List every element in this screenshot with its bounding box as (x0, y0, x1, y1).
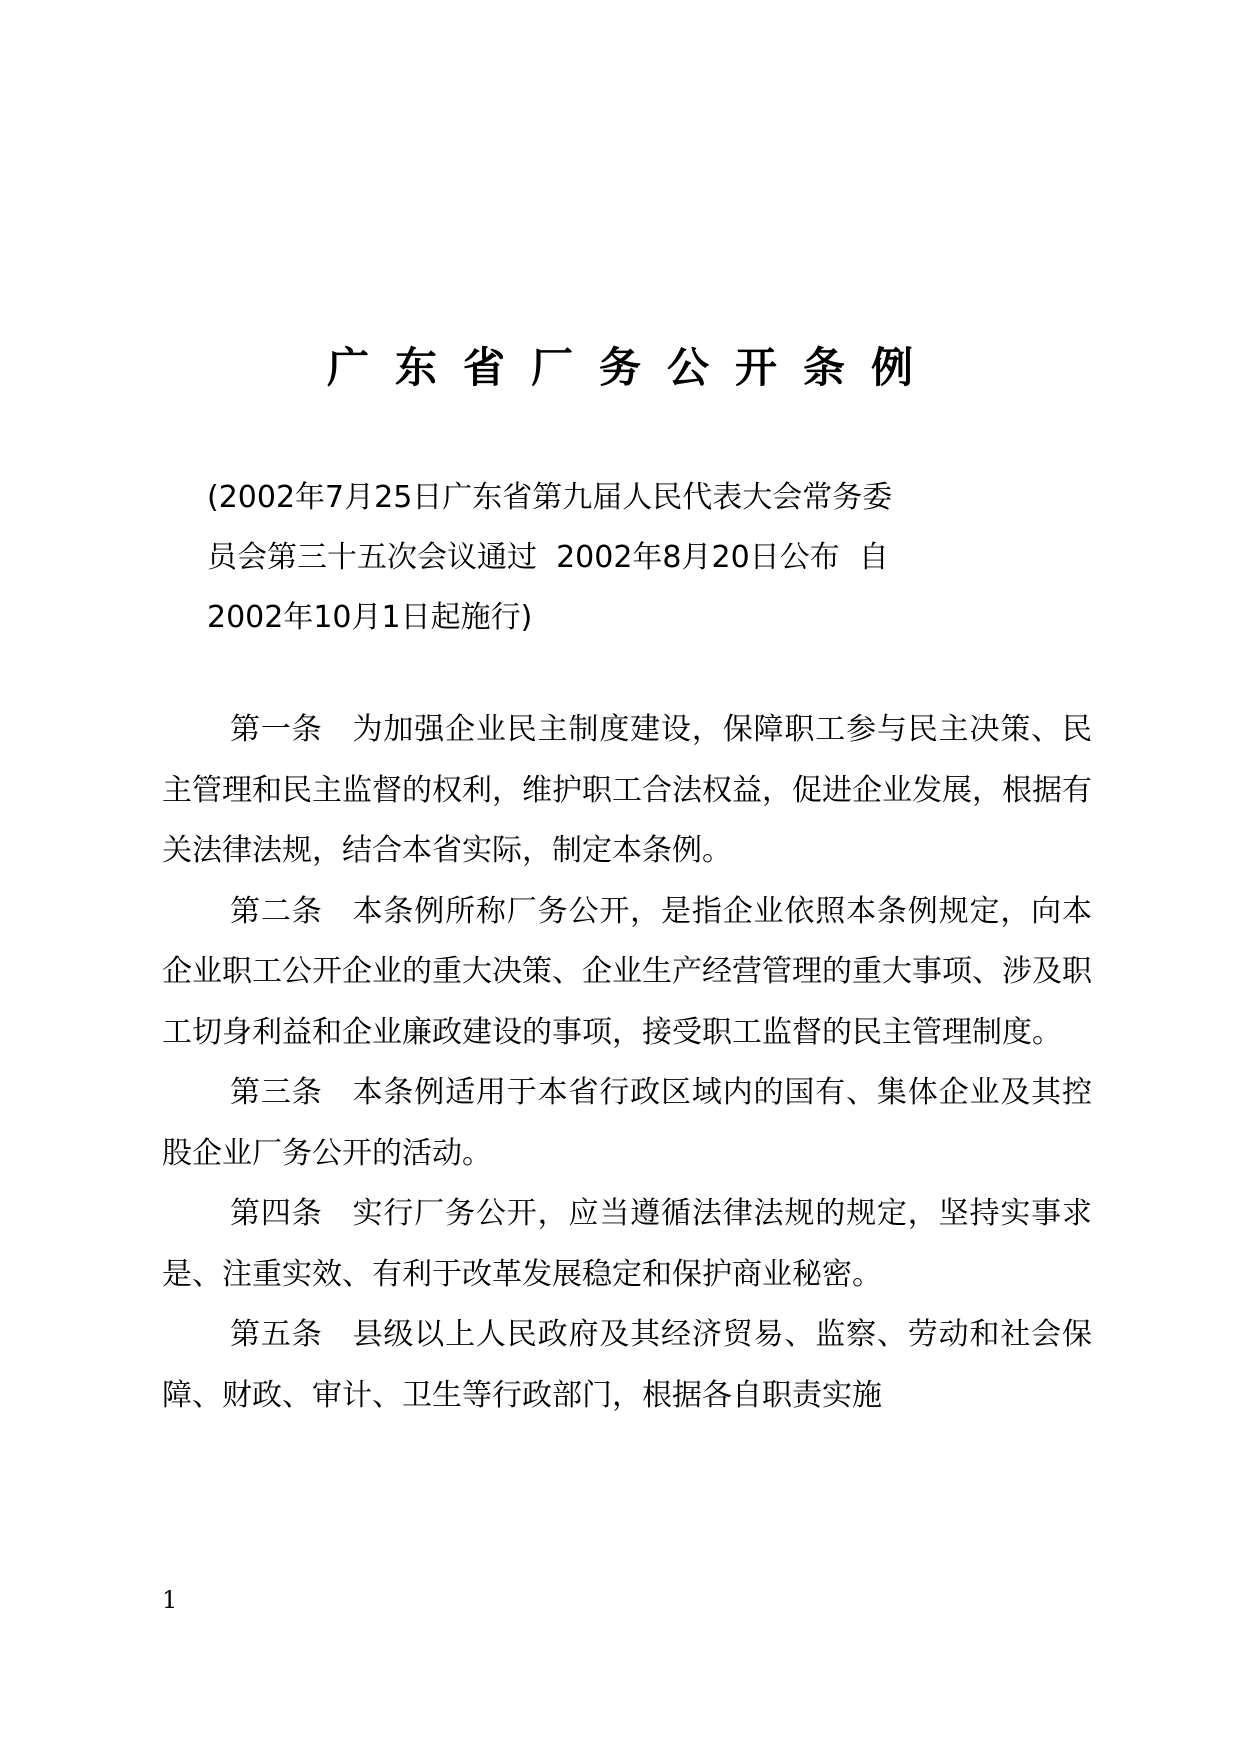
article-heading: 第一条 (230, 712, 323, 747)
enactment-note-line: 员会第三十五次会议通过 2002年8月20日公布 自 (207, 540, 889, 575)
article-text: 本条例适用于本省行政区域内的国有、集体企业及其控股企业厂务公开的活动。 (162, 1075, 1093, 1171)
enactment-note (207, 468, 1067, 648)
regulation-body (162, 700, 1092, 1426)
article-heading: 第三条 (230, 1075, 323, 1110)
article-text: 实行厂务公开，应当遵循法律法规的规定，坚持实事求是、注重实效、有利于改革发展稳定和保护商业秘密。 (162, 1196, 1093, 1292)
article-4 (162, 1184, 1092, 1305)
article-text: 为加强企业民主制度建设，保障职工参与民主决策、民主管理和民主监督的权利，维护职工合法权益，促进企业发展，根据有关法律法规，结合本省实际，制定本条例。 (162, 712, 1093, 868)
enactment-note-line: 2002年10月1日起施行) (207, 600, 533, 635)
article-heading: 第四条 (230, 1196, 323, 1231)
article-3 (162, 1063, 1092, 1184)
article-2 (162, 882, 1092, 1064)
page-number: 1 (162, 1586, 178, 1614)
article-5 (162, 1305, 1092, 1426)
enactment-note-line: (2002年7月25日广东省第九届人民代表大会常务委 (207, 480, 893, 515)
article-text: 本条例所称厂务公开，是指企业依照本条例规定，向本企业职工公开企业的重大决策、企业生产经营管理的重大事项、涉及职工切身利益和企业廉政建设的事项，接受职工监督的民主管理制度。 (162, 893, 1093, 1050)
article-1 (162, 700, 1092, 882)
article-text: 县级以上人民政府及其经济贸易、监察、劳动和社会保障、财政、审计、卫生等行政部门，根据各自职责实施 (162, 1317, 1093, 1413)
document-title: 广东省厂务公开条例 (326, 343, 939, 392)
article-heading: 第五条 (230, 1317, 323, 1352)
article-heading: 第二条 (230, 893, 323, 929)
